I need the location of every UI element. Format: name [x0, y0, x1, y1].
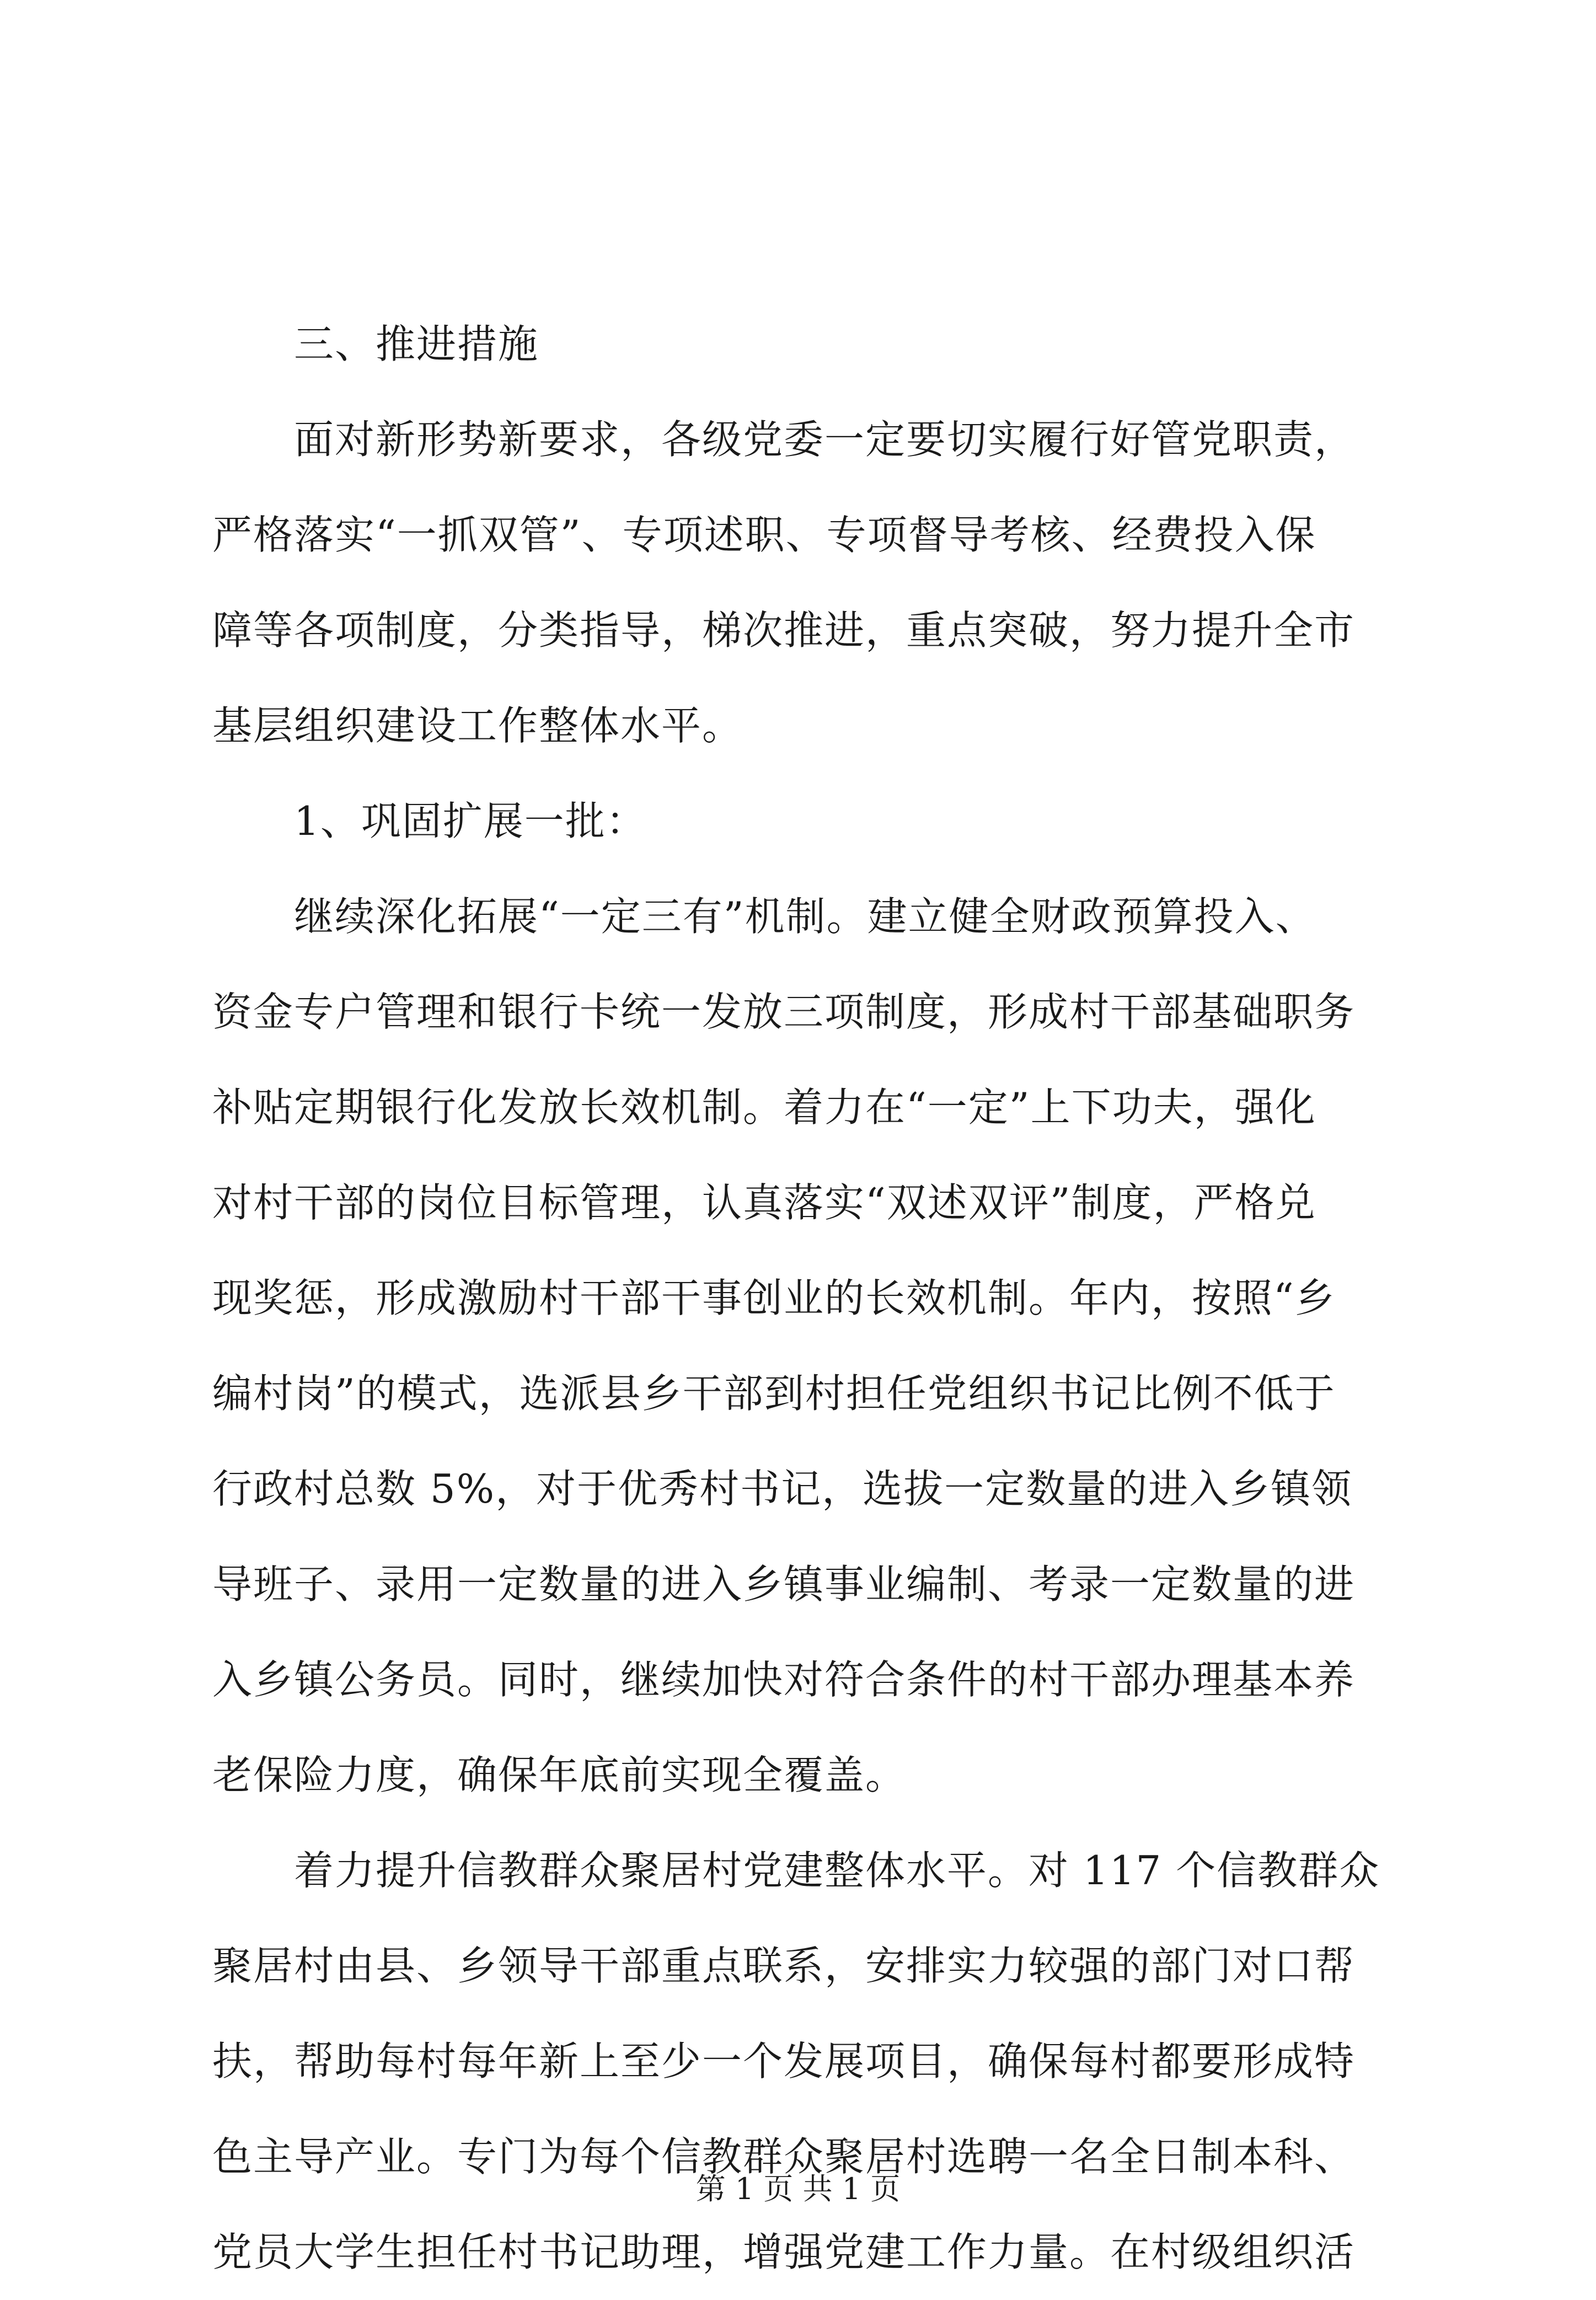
paragraph-line: 严格落实“一抓双管”、专项述职、专项督导考核、经费投入保 — [212, 512, 1316, 558]
paragraph-line: 对村干部的岗位目标管理，认真落实“双述双评”制度，严格兑 — [212, 1180, 1316, 1226]
paragraph-line: 入乡镇公务员。同时，继续加快对符合条件的村干部办理基本养 — [212, 1656, 1356, 1703]
page-number: 第 1 页 共 1 页 — [695, 2172, 901, 2206]
paragraph-line: 面对新形势新要求，各级党委一定要切实履行好管党职责， — [212, 416, 1356, 463]
section-heading: 三、推进措施 — [212, 321, 539, 367]
paragraph-line: 着力提升信教群众聚居村党建整体水平。对 117 个信教群众 — [212, 1847, 1380, 1894]
paragraph-line: 行政村总数 5%，对于优秀村书记，选拔一定数量的进入乡镇领 — [212, 1466, 1353, 1512]
paragraph-line: 党员大学生担任村书记助理，增强党建工作力量。在村级组织活 — [212, 2229, 1356, 2275]
paragraph-line: 老保险力度，确保年底前实现全覆盖。 — [212, 1752, 907, 1798]
paragraph-line: 扶，帮助每村每年新上至少一个发展项目，确保每村都要形成特 — [212, 2038, 1356, 2084]
paragraph-line: 编村岗”的模式，选派县乡干部到村担任党组织书记比例不低于 — [212, 1370, 1336, 1417]
subsection-heading: 1、巩固扩展一批： — [212, 798, 647, 844]
paragraph-line: 现奖惩，形成激励村干部干事创业的长效机制。年内，按照“乡 — [212, 1275, 1336, 1321]
paragraph-line: 障等各项制度，分类指导，梯次推进，重点突破，努力提升全市 — [212, 607, 1356, 653]
paragraph-line: 资金专户管理和银行卡统一发放三项制度，形成村干部基础职务 — [212, 989, 1356, 1035]
paragraph-line: 导班子、录用一定数量的进入乡镇事业编制、考录一定数量的进 — [212, 1561, 1356, 1607]
paragraph-line: 色主导产业。专门为每个信教群众聚居村选聘一名全日制本科、 — [212, 2133, 1356, 2180]
document-body — [212, 297, 1384, 2300]
paragraph-line: 聚居村由县、乡领导干部重点联系，安排实力较强的部门对口帮 — [212, 1943, 1356, 1989]
paragraph-line: 基层组织建设工作整体水平。 — [212, 703, 743, 749]
paragraph-line: 补贴定期银行化发放长效机制。着力在“一定”上下功夫，强化 — [212, 1084, 1316, 1130]
paragraph-line: 继续深化拓展“一定三有”机制。建立健全财政预算投入、 — [212, 893, 1316, 940]
page-footer — [0, 2170, 1596, 2208]
